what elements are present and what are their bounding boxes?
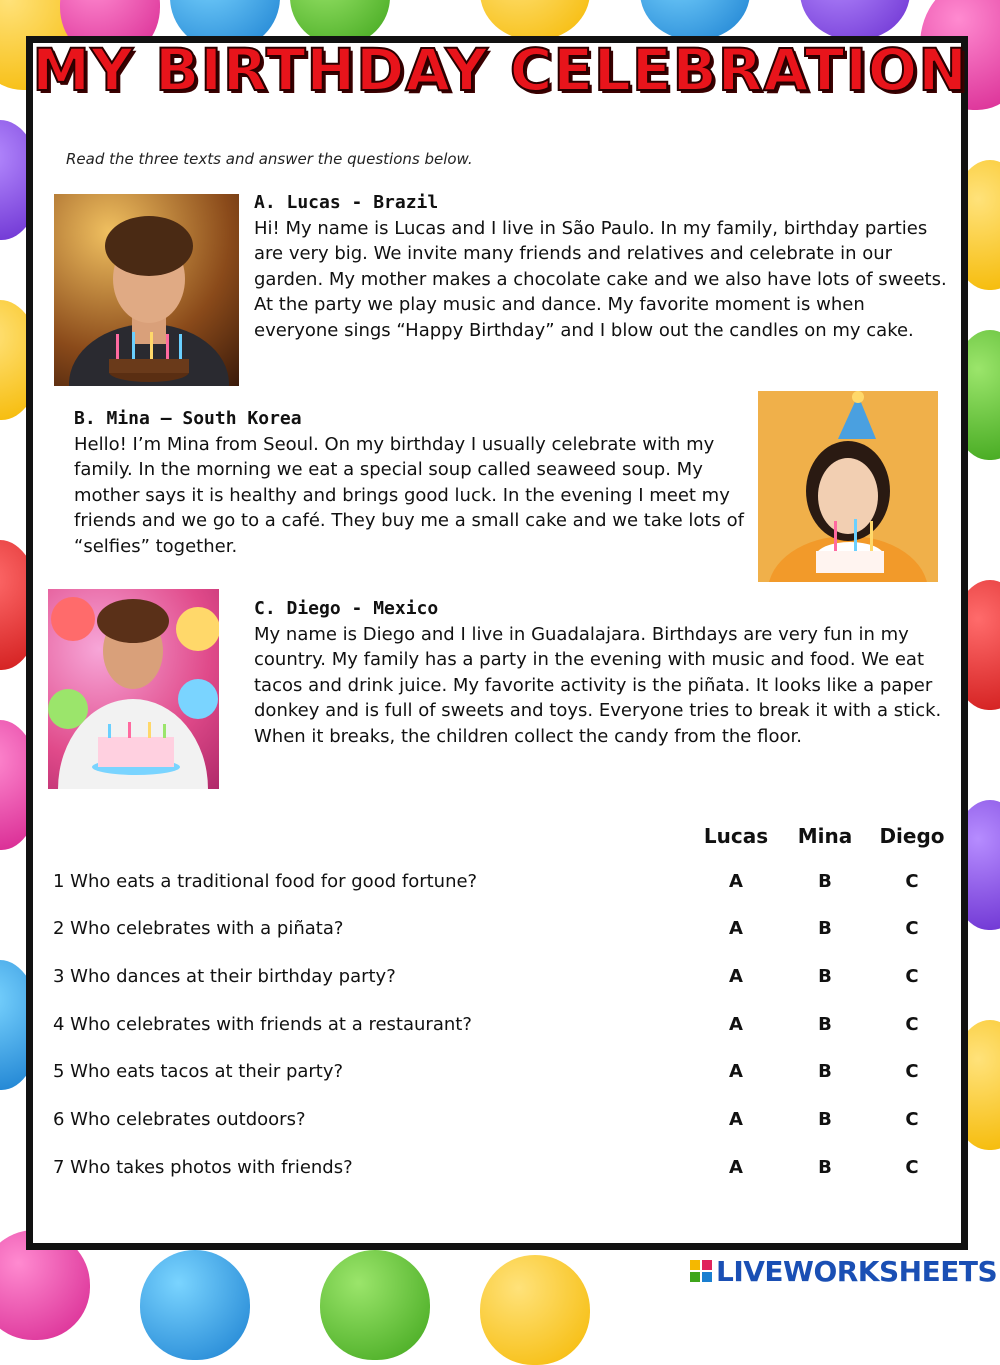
text-mina (74, 406, 754, 559)
logo-text: LIVEWORKSHEETS (716, 1254, 998, 1288)
answer-option-b[interactable]: B (818, 1109, 832, 1130)
answer-option-b[interactable]: B (818, 871, 832, 892)
page-title: MY BIRTHDAY CELEBRATION (32, 36, 968, 104)
text-body: Hi! My name is Lucas and I live in São Paulo. In my family, birthday parties are very big. We invite many friends and relatives and celebrate in our garden. My mother makes a chocolate cake and we also have lots of sweets. At the party we play music and dance. My favorite moment is when everyone sings “Happy Birthday” and I blow out the candles on my cake. (254, 217, 947, 341)
answer-option-c[interactable]: C (905, 1014, 919, 1035)
text-diego (254, 596, 954, 749)
answer-option-a[interactable]: A (729, 966, 743, 987)
instructions: Read the three texts and answer the questions below. (66, 150, 473, 168)
answer-option-c[interactable]: C (905, 966, 919, 987)
text-body: My name is Diego and I live in Guadalajara. Birthdays are very fun in my country. My family has a party in the evening with music and food. We eat tacos and drink juice. My favorite activity is the piñata. It looks like a paper donkey and is full of sweets and toys. Everyone tries to break it with a stick. When it breaks, the children collect the candy from the floor. (254, 623, 942, 747)
diego-illustration (48, 589, 219, 789)
answer-option-c[interactable]: C (905, 1061, 919, 1082)
text-heading: A. Lucas - Brazil (254, 192, 439, 213)
answer-option-a[interactable]: A (729, 918, 743, 939)
answer-option-c[interactable]: C (905, 918, 919, 939)
answer-option-b[interactable]: B (818, 1061, 832, 1082)
photo-lucas (54, 194, 239, 386)
balloon-decoration (140, 1250, 250, 1360)
answer-option-c[interactable]: C (905, 1109, 919, 1130)
question-text: 4 Who celebrates with friends at a restaurant? (53, 1014, 472, 1035)
answer-option-b[interactable]: B (818, 918, 832, 939)
logo-cubes-icon (690, 1260, 712, 1282)
answer-option-a[interactable]: A (729, 1061, 743, 1082)
answer-option-c[interactable]: C (905, 871, 919, 892)
mina-illustration (758, 391, 938, 582)
answer-option-a[interactable]: A (729, 1157, 743, 1178)
photo-diego (48, 589, 219, 789)
text-body: Hello! I’m Mina from Seoul. On my birthday I usually celebrate with my family. In the morning we eat a special soup called seaweed soup. My mother says it is healthy and brings good luck. In the evening I meet my friends and we go to a café. They buy me a small cake and we take lots of “selfies” together. (74, 433, 744, 557)
text-lucas (254, 190, 954, 343)
answer-option-a[interactable]: A (729, 1109, 743, 1130)
question-text: 3 Who dances at their birthday party? (53, 966, 396, 987)
question-text: 6 Who celebrates outdoors? (53, 1109, 306, 1130)
column-header-diego: Diego (879, 824, 945, 848)
answer-option-a[interactable]: A (729, 1014, 743, 1035)
balloon-decoration (320, 1250, 430, 1360)
answer-option-b[interactable]: B (818, 966, 832, 987)
text-heading: B. Mina – South Korea (74, 408, 302, 429)
question-text: 7 Who takes photos with friends? (53, 1157, 353, 1178)
question-text: 1 Who eats a traditional food for good fortune? (53, 871, 478, 892)
column-header-lucas: Lucas (703, 824, 769, 848)
answer-option-b[interactable]: B (818, 1157, 832, 1178)
question-text: 5 Who eats tacos at their party? (53, 1061, 344, 1082)
answer-option-a[interactable]: A (729, 871, 743, 892)
lucas-illustration (54, 194, 239, 386)
answer-option-c[interactable]: C (905, 1157, 919, 1178)
column-header-mina: Mina (797, 824, 853, 848)
balloon-decoration (480, 1255, 590, 1365)
text-heading: C. Diego - Mexico (254, 598, 439, 619)
photo-mina (758, 391, 938, 582)
liveworksheets-logo[interactable] (690, 1254, 997, 1288)
question-text: 2 Who celebrates with a piñata? (53, 918, 344, 939)
answer-option-b[interactable]: B (818, 1014, 832, 1035)
